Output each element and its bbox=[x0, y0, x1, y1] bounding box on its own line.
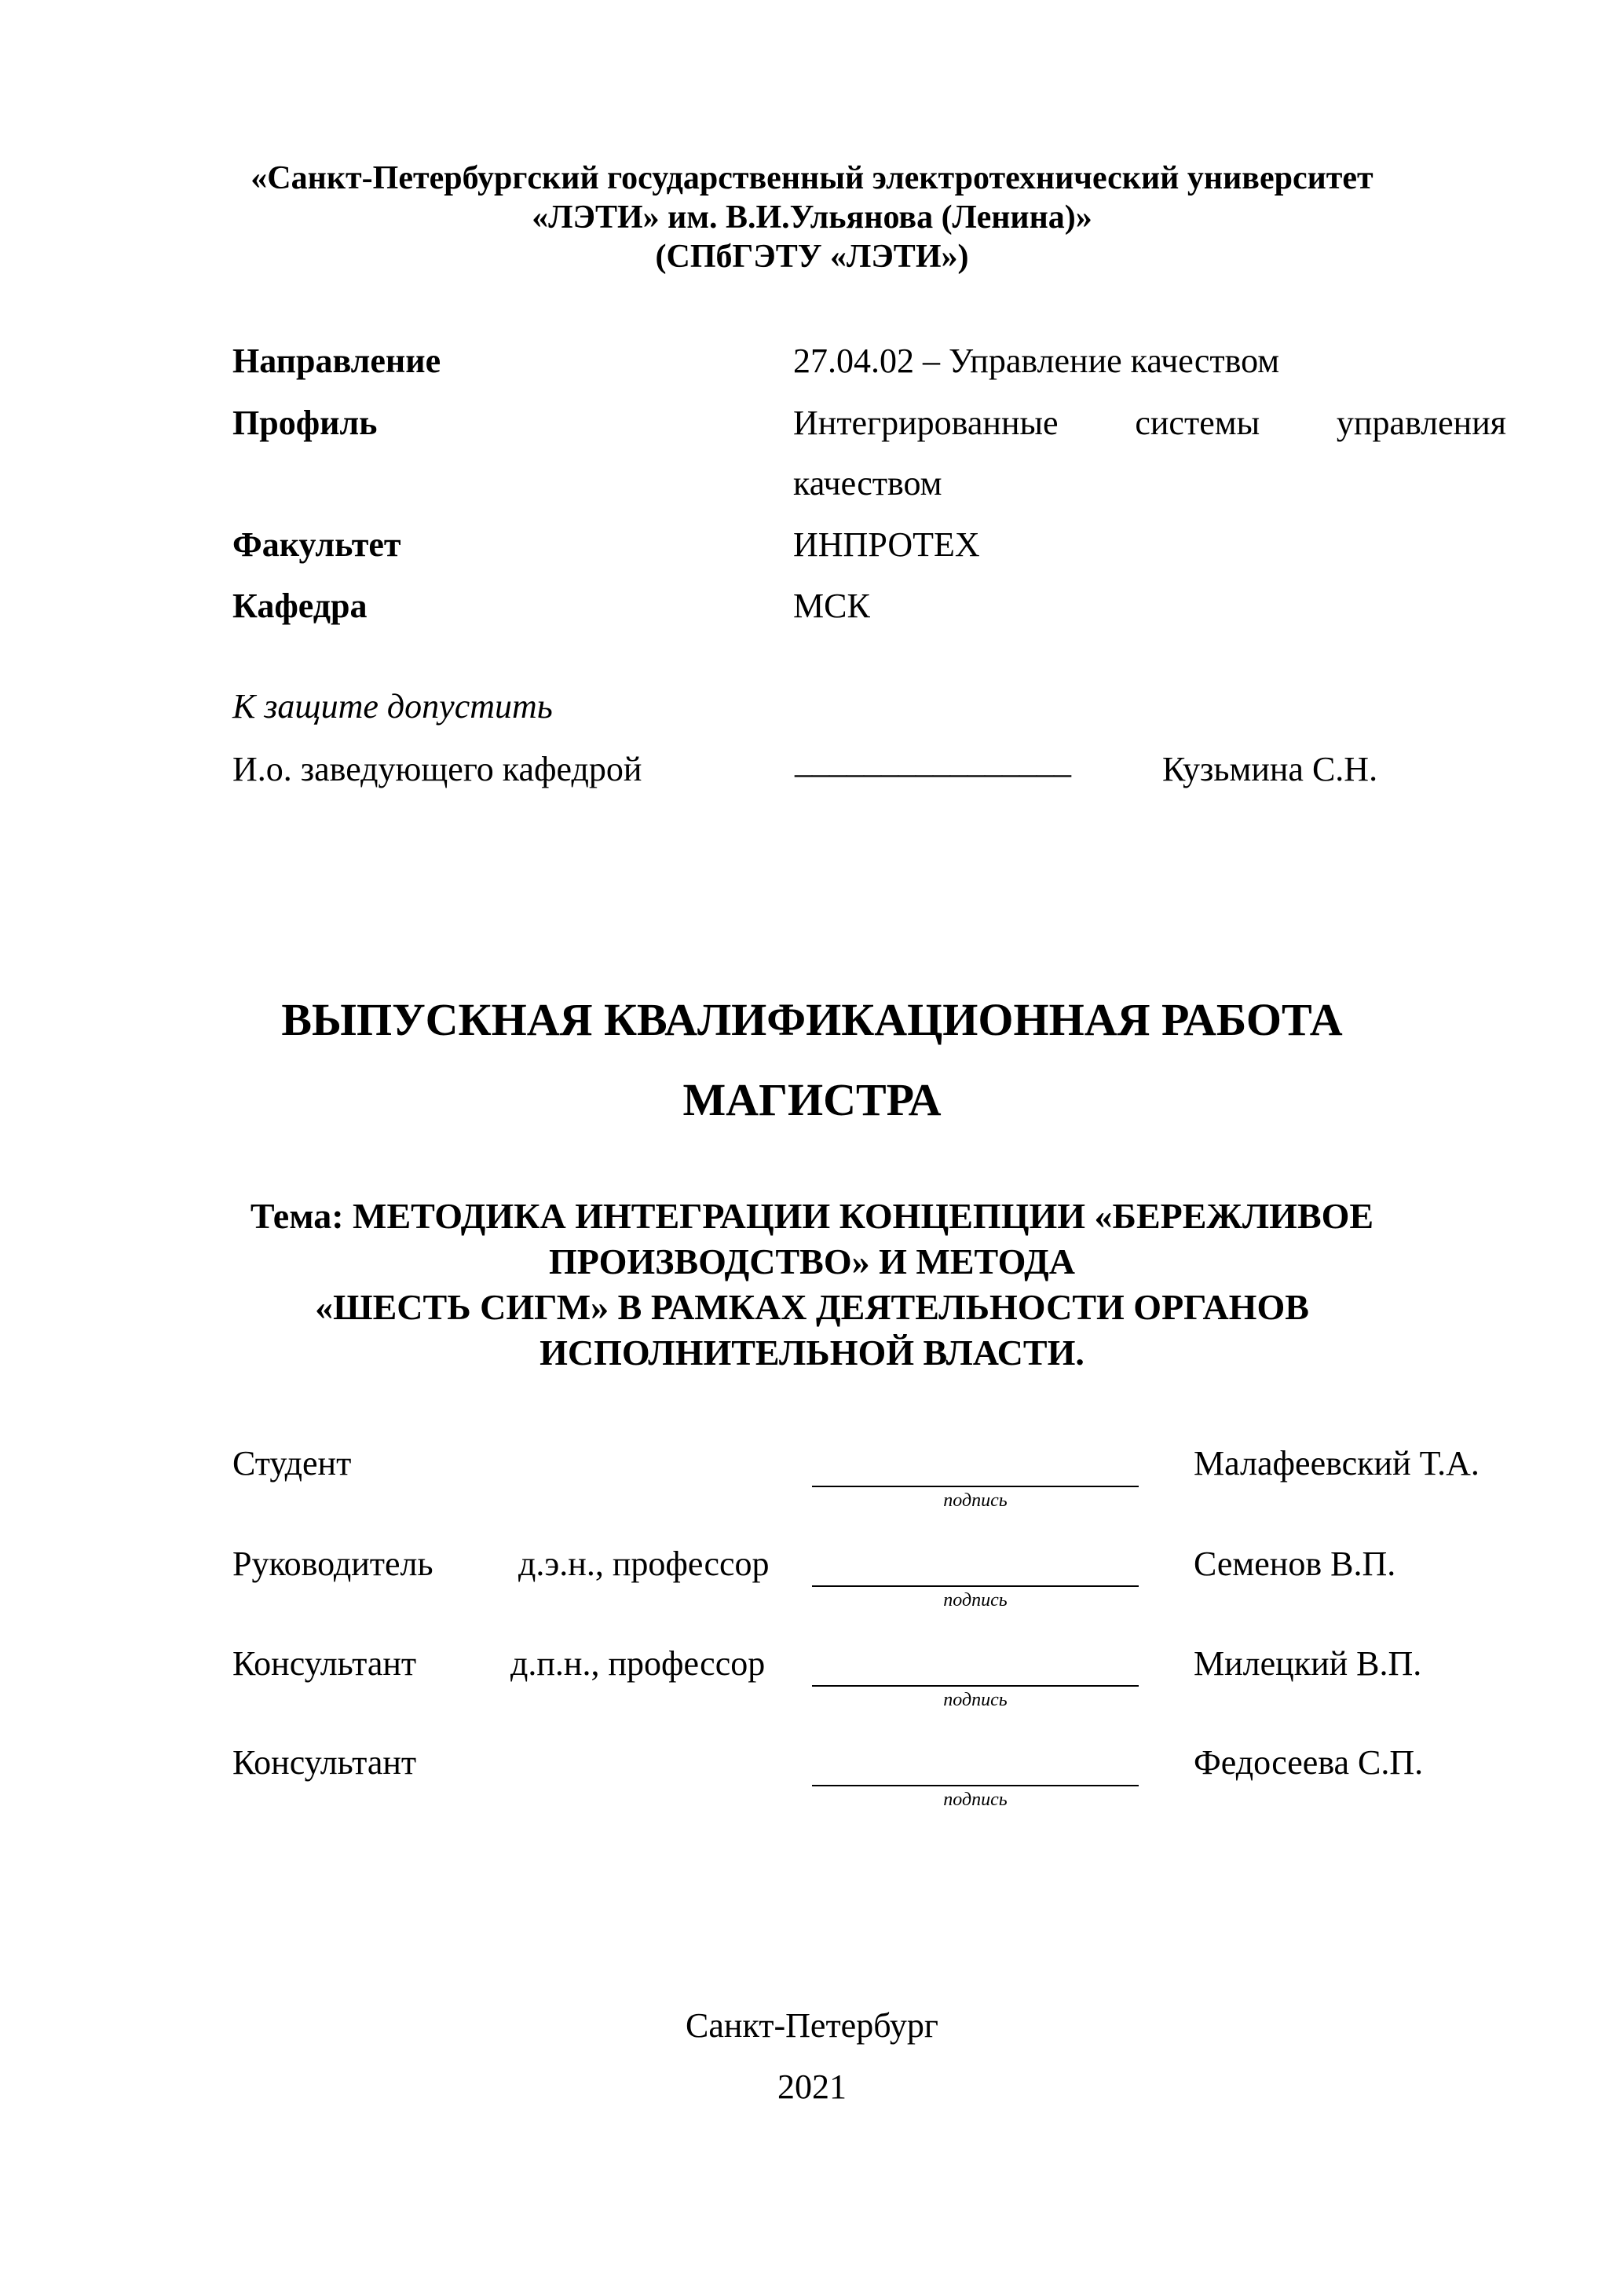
signature-name-consultant-2: Федосеева С.П. bbox=[1194, 1743, 1424, 1782]
profile-word-3: управления bbox=[1336, 404, 1506, 442]
profile-word-2: системы bbox=[1135, 404, 1260, 442]
footer-city: Санкт-Петербург bbox=[686, 2006, 938, 2045]
university-name-line2: «ЛЭТИ» им. В.И.Ульянова (Ленина)» bbox=[532, 199, 1092, 236]
signature-role-consultant-2: Консультант bbox=[232, 1743, 417, 1782]
footer-year: 2021 bbox=[777, 2067, 847, 2106]
signature-role-consultant-1: Консультант bbox=[232, 1644, 417, 1683]
faculty-label: Факультет bbox=[232, 525, 401, 564]
department-value: МСК bbox=[793, 587, 870, 625]
university-abbreviation: (СПбГЭТУ «ЛЭТИ») bbox=[655, 239, 969, 275]
direction-value: 27.04.02 – Управление качеством bbox=[793, 342, 1280, 380]
signature-line-supervisor bbox=[812, 1585, 1139, 1587]
topic-line3: «ШЕСТЬ СИГМ» В РАМКАХ ДЕЯТЕЛЬНОСТИ ОРГАНОВ bbox=[315, 1287, 1309, 1327]
department-label: Кафедра bbox=[232, 587, 368, 625]
signature-role-supervisor: Руководитель bbox=[232, 1545, 433, 1583]
signature-degree-supervisor: д.э.н., профессор bbox=[518, 1545, 770, 1583]
admission-signature-line: ________________ bbox=[795, 742, 1071, 781]
university-name-line1: «Санкт-Петербургский государственный электротехнический университет bbox=[251, 160, 1373, 196]
signature-caption-consultant-2: подпись bbox=[943, 1790, 1008, 1810]
profile-value-line1 bbox=[793, 406, 1506, 441]
direction-label: Направление bbox=[232, 342, 441, 380]
profile-word-1: Интегрированные bbox=[793, 404, 1059, 442]
admission-heading: К защите допустить bbox=[232, 687, 553, 726]
signature-caption-student: подпись bbox=[943, 1490, 1008, 1511]
document-title-line1: ВЫПУСКНАЯ КВАЛИФИКАЦИОННАЯ РАБОТА bbox=[281, 994, 1343, 1045]
signature-line-consultant-1 bbox=[812, 1685, 1139, 1687]
admission-role: И.о. заведующего кафедрой bbox=[232, 750, 642, 788]
signature-name-student: Малафеевский Т.А. bbox=[1194, 1444, 1480, 1483]
faculty-value: ИНПРОТЕХ bbox=[793, 525, 980, 564]
signature-line-consultant-2 bbox=[812, 1785, 1139, 1786]
signature-name-consultant-1: Милецкий В.П. bbox=[1194, 1644, 1422, 1683]
signature-caption-consultant-1: подпись bbox=[943, 1690, 1008, 1710]
profile-label: Профиль bbox=[232, 404, 378, 442]
admission-name: Кузьмина С.Н. bbox=[1162, 750, 1378, 788]
signature-degree-consultant-1: д.п.н., профессор bbox=[510, 1644, 766, 1683]
profile-value-line2: качеством bbox=[793, 464, 942, 503]
signature-line-student bbox=[812, 1486, 1139, 1487]
document-title-line2: МАГИСТРА bbox=[682, 1074, 942, 1125]
topic-line2: ПРОИЗВОДСТВО» И МЕТОДА bbox=[549, 1241, 1075, 1281]
topic-line1: Тема: МЕТОДИКА ИНТЕГРАЦИИ КОНЦЕПЦИИ «БЕРЕЖЛИВОЕ bbox=[250, 1196, 1374, 1236]
signature-caption-supervisor: подпись bbox=[943, 1590, 1008, 1610]
signature-name-supervisor: Семенов В.П. bbox=[1194, 1545, 1396, 1583]
signature-role-student: Студент bbox=[232, 1444, 352, 1483]
topic-line4: ИСПОЛНИТЕЛЬНОЙ ВЛАСТИ. bbox=[540, 1333, 1084, 1373]
